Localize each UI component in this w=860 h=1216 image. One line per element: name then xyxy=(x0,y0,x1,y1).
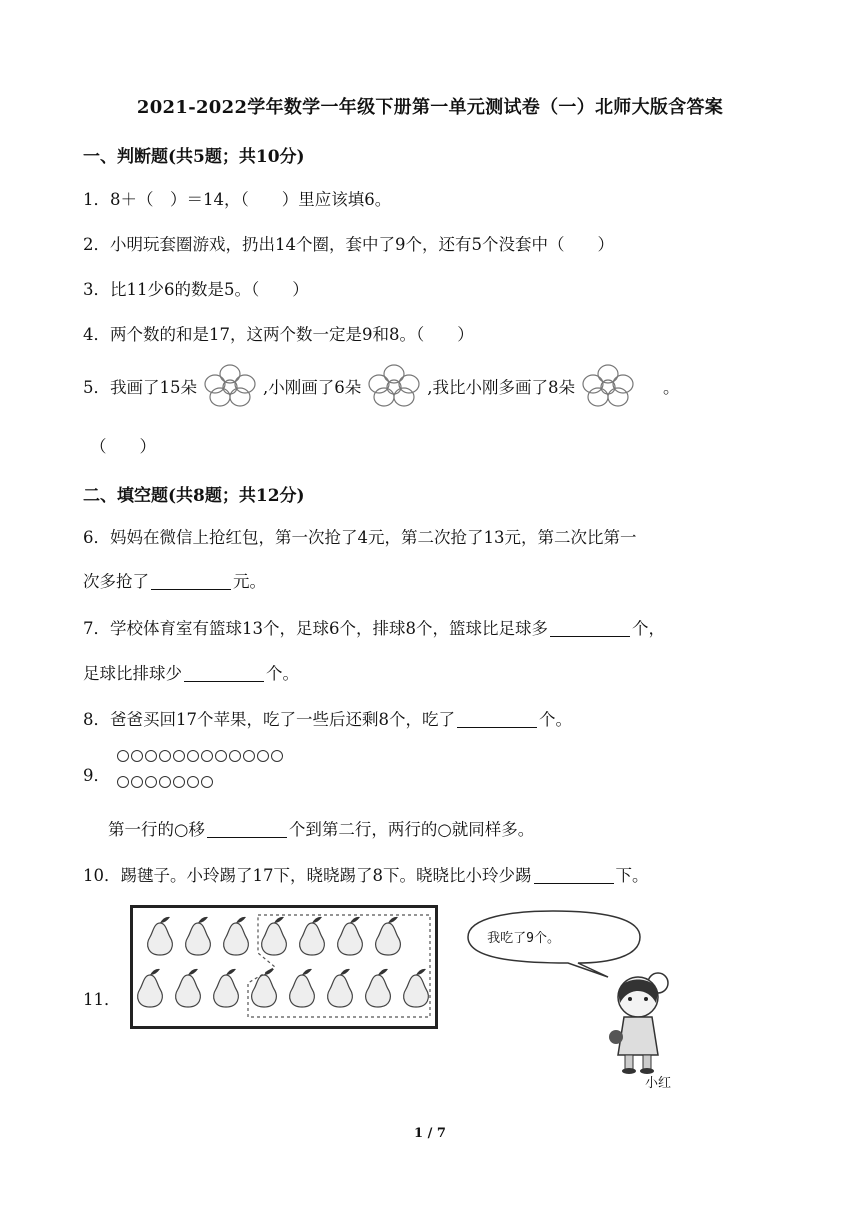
question-1: 1．8＋（ ）＝14，（ ）里应该填6。 xyxy=(83,190,392,209)
q8-text: 8．爸爸买回17个苹果，吃了一些后还剩8个，吃了 xyxy=(83,710,455,729)
q10-unit: 下。 xyxy=(615,866,649,885)
circle-row-2 xyxy=(117,776,213,788)
answer-blank[interactable] xyxy=(207,821,287,838)
question-9-number: 9． xyxy=(83,766,110,785)
q9-text: 第一行的○移 xyxy=(108,820,205,839)
question-8 xyxy=(83,706,572,730)
question-11-number: 11． xyxy=(83,990,121,1009)
girl-name-label: 小红 xyxy=(644,1076,671,1091)
circle-row-1 xyxy=(117,750,283,762)
flower-icon xyxy=(201,362,259,410)
q7-unit-2: 个。 xyxy=(266,664,299,683)
q10-text: 10．踢毽子。小玲踢了17下，晓晓踢了8下。晓晓比小玲少踢 xyxy=(83,866,532,885)
q5-text-a: 5．我画了15朵 xyxy=(83,378,197,397)
circle-icon xyxy=(159,776,171,788)
circle-icon xyxy=(173,750,185,762)
circle-icon xyxy=(131,750,143,762)
circle-icon xyxy=(257,750,269,762)
circle-icon xyxy=(131,776,143,788)
answer-blank[interactable] xyxy=(457,711,537,728)
pears-picture xyxy=(130,905,438,1029)
q8-unit: 个。 xyxy=(539,710,572,729)
section-1-heading: 一、判断题(共5题；共10分) xyxy=(83,147,305,167)
circle-icon xyxy=(117,776,129,788)
speech-bubble-text: 我吃了9个。 xyxy=(487,931,560,946)
flower-icon xyxy=(365,362,423,410)
circle-icon xyxy=(243,750,255,762)
circle-icon xyxy=(201,750,213,762)
answer-blank[interactable] xyxy=(184,665,264,682)
question-6-line1: 6．妈妈在微信上抢红包，第一次抢了4元，第二次抢了13元，第二次比第一 xyxy=(83,528,637,547)
circle-icon xyxy=(229,750,241,762)
q7-unit: 个， xyxy=(632,619,665,638)
q7-text: 7．学校体育室有篮球13个，足球6个，排球8个，篮球比足球多 xyxy=(83,619,548,638)
circle-icon xyxy=(145,776,157,788)
page-number: 1 / 7 xyxy=(414,1126,446,1141)
question-7-line2 xyxy=(83,660,299,684)
answer-blank[interactable] xyxy=(534,867,614,884)
q5-text-b: ,小刚画了6朵 xyxy=(263,378,362,397)
circle-icon xyxy=(201,776,213,788)
page-title: 2021-2022学年数学一年级下册第一单元测试卷（一）北师大版含答案 xyxy=(136,97,724,118)
question-2: 2．小明玩套圈游戏，扔出14个圈，套中了9个，还有5个没套中（ ） xyxy=(83,235,614,254)
q6-text: 次多抢了 xyxy=(83,572,149,591)
q6-unit: 元。 xyxy=(233,572,266,591)
q9-text-2: 个到第二行，两行的○就同样多。 xyxy=(288,820,535,839)
circle-icon xyxy=(215,750,227,762)
circle-icon xyxy=(145,750,157,762)
circle-icon xyxy=(117,750,129,762)
q5-text-c: ,我比小刚多画了8朵 xyxy=(427,378,575,397)
question-7-line1 xyxy=(83,615,665,639)
q5-answer-paren: （ ） xyxy=(90,437,156,456)
section-2-heading: 二、填空题(共8题；共12分) xyxy=(83,486,305,506)
flower-icon xyxy=(579,362,637,410)
question-9-text xyxy=(108,816,534,840)
question-6-line2 xyxy=(83,568,266,592)
circle-icon xyxy=(187,750,199,762)
circle-icon xyxy=(187,776,199,788)
circle-icon xyxy=(271,750,283,762)
q5-text-d: 。 xyxy=(663,378,680,397)
girl-body xyxy=(618,1017,658,1055)
question-10 xyxy=(83,862,649,886)
answer-blank[interactable] xyxy=(550,620,630,637)
answer-blank[interactable] xyxy=(151,573,231,590)
question-5 xyxy=(83,362,680,410)
question-4: 4．两个数的和是17，这两个数一定是9和8。（ ） xyxy=(83,325,474,344)
q7-text-2: 足球比排球少 xyxy=(83,664,182,683)
question-3: 3．比11少6的数是5。（ ） xyxy=(83,280,309,299)
circle-icon xyxy=(159,750,171,762)
circle-icon xyxy=(173,776,185,788)
